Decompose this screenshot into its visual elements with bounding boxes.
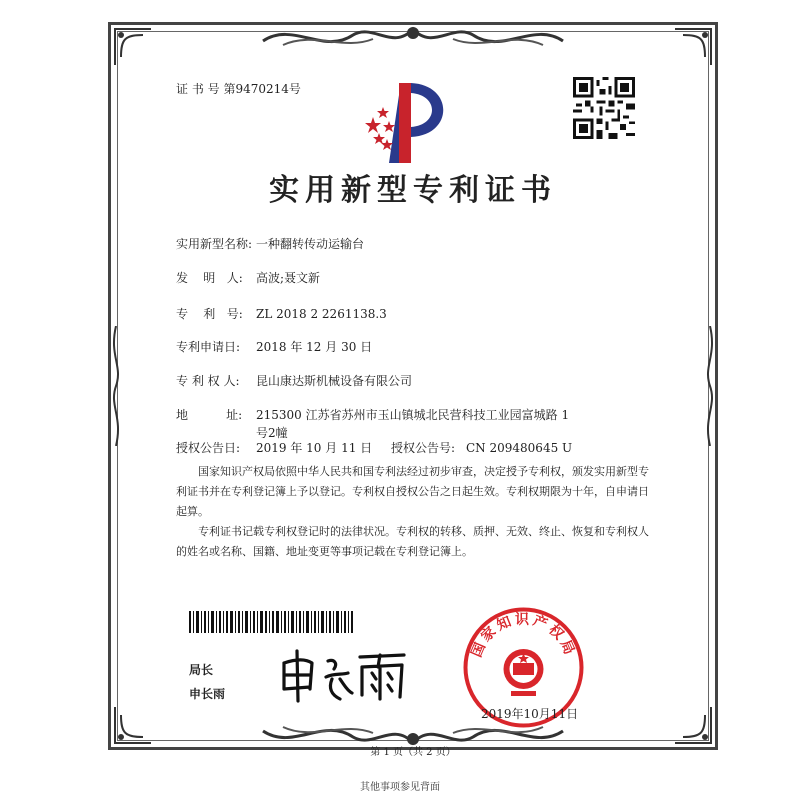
side-ornament-icon [109,326,123,446]
grant-number-value: CN 209480645 U [466,441,573,455]
field-value: 一种翻转传动运输台 [256,237,365,251]
field-value: 2018 年 12 月 30 日 [256,340,373,354]
field-label: 专利申请日: [176,340,241,354]
field-value: 号2幢 [256,426,288,440]
field-label: 地 址: [176,408,243,422]
field-value: 高波;聂文新 [256,271,321,285]
field-value: 215300 江苏省苏州市玉山镇城北民营科技工业园富城路 1 [256,408,570,422]
grant-number-label: 授权公告号: [391,441,456,455]
qr-code-icon [573,77,635,139]
grant-date-label: 授权公告日: [176,441,241,455]
field-label: 专 利 号: [176,307,243,321]
certificate [108,22,718,758]
field-value: ZL 2018 2 2261138.3 [256,307,387,321]
field-value: 昆山康达斯机械设备有限公司 [256,374,413,388]
certificate-title: 实用新型专利证书 [269,173,557,208]
signature [276,645,411,705]
corner-ornament-icon [113,27,153,67]
side-ornament-icon [703,326,717,446]
grant-date-value: 2019 年 10 月 11 日 [256,441,373,455]
certificate-number: 证 书 号 第9470214号 [176,82,301,96]
patent-office-logo-icon [359,75,449,170]
grant-paragraph: 国家知识产权局依照中华人民共和国专利法经过初步审查，决定授予专利权，颁发实用新型专利证书并在专利登记簿上予以登记。专利权自授权公告之日起生效。专利权期限为十年，自申请日起算。 [176,465,649,518]
director-name: 申长雨 [189,687,226,701]
seal-date: 2019年10月11日 [481,707,579,721]
legal-status-paragraph: 专利证书记载专利权登记时的法律状况。专利权的转移、质押、无效、终止、恢复和专利权人的姓名或名称、国籍、地址变更等事项记载在专利登记簿上。 [176,525,649,558]
field-label: 专 利 权 人: [176,374,240,388]
page-number: 第 1 页（共 2 页） [370,747,456,758]
corner-ornament-icon [673,705,713,745]
field-label: 实用新型名称: [176,237,253,251]
director-title: 局长 [189,663,214,677]
top-ornament-icon [253,21,573,55]
barcode-icon [189,611,353,633]
corner-ornament-icon [113,705,153,745]
field-label: 发 明 人: [176,271,243,285]
back-page-note: 其他事项参见背面 [360,782,440,793]
svg-text:国家知识产权局: 国家知识产权局 [468,611,579,660]
corner-ornament-icon [673,27,713,67]
